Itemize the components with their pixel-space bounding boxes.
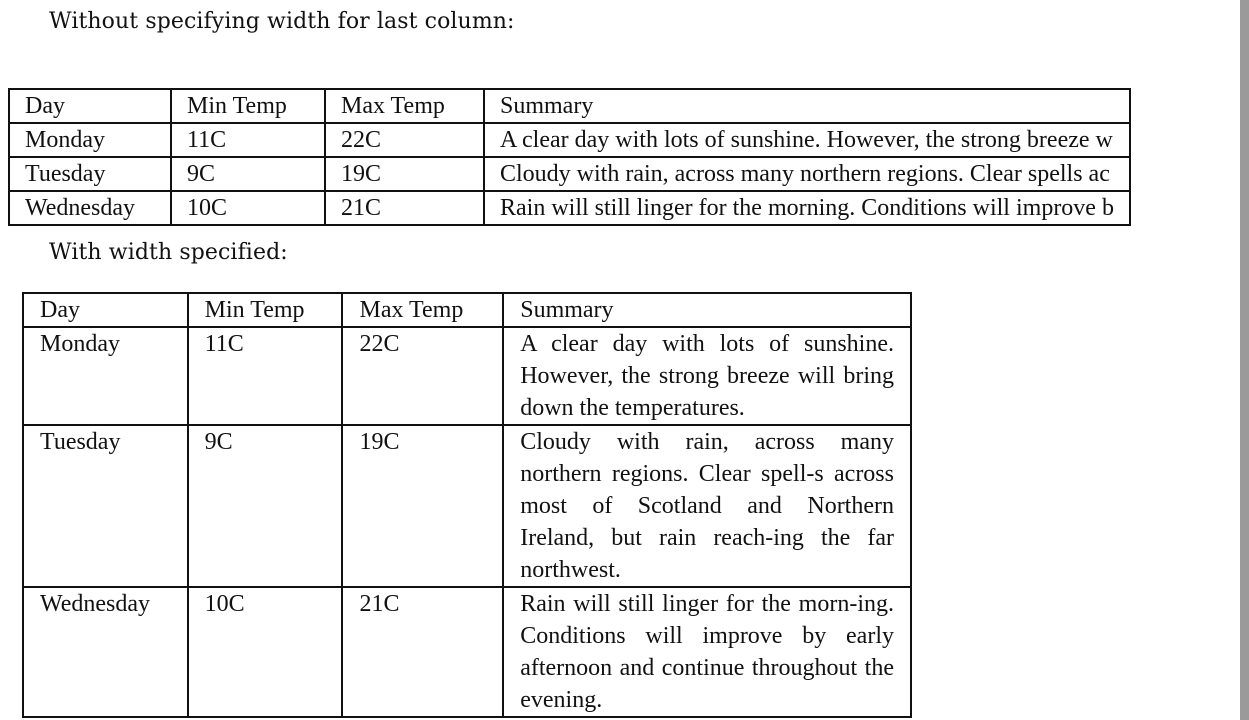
cell-summary: Cloudy with rain, across many northern regions. Clear spells ac (484, 157, 1130, 191)
cell-min-temp: 10C (171, 191, 325, 225)
table-without-width (8, 88, 1131, 226)
vertical-scrollbar[interactable] (1240, 0, 1249, 720)
cell-summary: A clear day with lots of sunshine. However, the strong breeze w (484, 123, 1130, 157)
table-row (23, 425, 911, 587)
cell-max-temp: 19C (342, 425, 503, 587)
cell-summary: Rain will still linger for the morning. Conditions will improve b (484, 191, 1130, 225)
caption-without-width: Without specifying width for last column: (49, 9, 515, 34)
header-day: Day (9, 89, 171, 123)
table-header-row (23, 293, 911, 327)
table-header-row (9, 89, 1130, 123)
table-row (9, 123, 1130, 157)
table-row (23, 327, 911, 425)
cell-summary: A clear day with lots of sunshine. However, the strong breeze will bring down the temperatures. (503, 327, 911, 425)
cell-day: Monday (9, 123, 171, 157)
table-row (23, 587, 911, 717)
cell-max-temp: 22C (342, 327, 503, 425)
cell-max-temp: 19C (325, 157, 484, 191)
cell-summary: Cloudy with rain, across many northern regions. Clear spell-s across most of Scotland and Northern Ireland, but rain reach-ing the far northwest. (503, 425, 911, 587)
header-summary: Summary (503, 293, 911, 327)
cell-max-temp: 21C (342, 587, 503, 717)
cell-day: Monday (23, 327, 188, 425)
cell-min-temp: 9C (188, 425, 343, 587)
header-min-temp: Min Temp (171, 89, 325, 123)
header-max-temp: Max Temp (325, 89, 484, 123)
table-row (9, 191, 1130, 225)
table-with-width (22, 292, 912, 718)
header-min-temp: Min Temp (188, 293, 343, 327)
header-max-temp: Max Temp (342, 293, 503, 327)
caption-with-width: With width specified: (49, 240, 288, 265)
cell-min-temp: 11C (188, 327, 343, 425)
cell-min-temp: 11C (171, 123, 325, 157)
cell-min-temp: 10C (188, 587, 343, 717)
cell-max-temp: 22C (325, 123, 484, 157)
table-row (9, 157, 1130, 191)
cell-day: Tuesday (9, 157, 171, 191)
cell-max-temp: 21C (325, 191, 484, 225)
cell-day: Wednesday (23, 587, 188, 717)
cell-day: Tuesday (23, 425, 188, 587)
cell-summary: Rain will still linger for the morn-ing. Conditions will improve by early afternoon and continue throughout the evening. (503, 587, 911, 717)
cell-min-temp: 9C (171, 157, 325, 191)
header-day: Day (23, 293, 188, 327)
header-summary: Summary (484, 89, 1130, 123)
cell-day: Wednesday (9, 191, 171, 225)
